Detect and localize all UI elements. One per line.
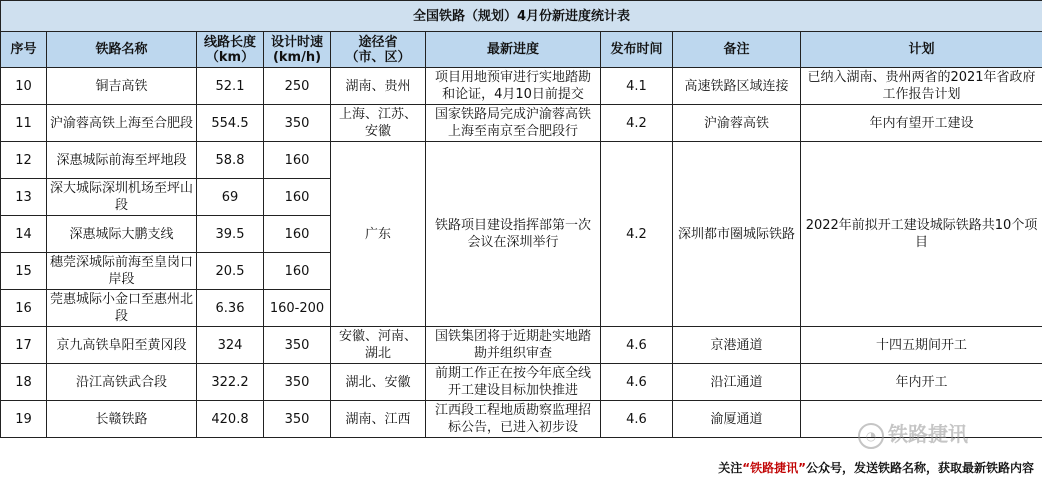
cell-remark: 沿江通道 xyxy=(673,364,801,401)
cell-length: 324 xyxy=(197,327,264,364)
cell-name: 莞惠城际小金口至惠州北段 xyxy=(47,290,197,327)
cell-no: 15 xyxy=(1,253,47,290)
cell-name: 穗莞深城际前海至皇岗口岸段 xyxy=(47,253,197,290)
footer-suffix: 公众号，发送铁路名称，获取最新铁路内容 xyxy=(805,461,1034,475)
cell-speed: 160 xyxy=(264,179,331,216)
header-speed xyxy=(264,32,331,68)
cell-plan: 年内开工 xyxy=(801,364,1042,401)
footer-note xyxy=(0,457,1042,480)
cell-length: 39.5 xyxy=(197,216,264,253)
cell-progress: 项目用地预审进行实地踏勘和论证，4月10日前提交 xyxy=(426,68,601,105)
cell-length: 322.2 xyxy=(197,364,264,401)
cell-speed: 350 xyxy=(264,327,331,364)
cell-speed: 350 xyxy=(264,105,331,142)
header-length-l1: 线路长度 xyxy=(203,34,256,50)
header-speed-l1: 设计时速 xyxy=(270,34,323,50)
header-region xyxy=(331,32,426,68)
wechat-icon: ◔ xyxy=(858,423,884,449)
header-progress: 最新进度 xyxy=(426,32,601,68)
header-speed-l2: (km/h) xyxy=(272,49,322,65)
cell-no: 10 xyxy=(1,68,47,105)
cell-progress: 国家铁路局完成沪渝蓉高铁上海至南京至合肥段行 xyxy=(426,105,601,142)
header-length xyxy=(197,32,264,68)
cell-speed: 160 xyxy=(264,253,331,290)
cell-date-merged: 4.2 xyxy=(601,142,673,327)
cell-plan: 十四五期间开工 xyxy=(801,327,1042,364)
footer-account-name: “铁路捷讯” xyxy=(742,461,806,475)
cell-speed: 350 xyxy=(264,364,331,401)
cell-progress: 国铁集团将于近期赴实地踏勘并组织审查 xyxy=(426,327,601,364)
header-date: 发布时间 xyxy=(601,32,673,68)
cell-region: 安徽、河南、湖北 xyxy=(331,327,426,364)
table-row xyxy=(1,105,1042,142)
cell-length: 69 xyxy=(197,179,264,216)
cell-name: 京九高铁阜阳至黄冈段 xyxy=(47,327,197,364)
cell-no: 18 xyxy=(1,364,47,401)
cell-plan xyxy=(801,401,1042,438)
cell-region: 湖南、贵州 xyxy=(331,68,426,105)
cell-plan: 已纳入湖南、贵州两省的2021年省政府工作报告计划 xyxy=(801,68,1042,105)
cell-date: 4.6 xyxy=(601,327,673,364)
cell-speed: 250 xyxy=(264,68,331,105)
cell-date: 4.6 xyxy=(601,364,673,401)
cell-length: 20.5 xyxy=(197,253,264,290)
cell-speed: 160-200 xyxy=(264,290,331,327)
cell-remark: 高速铁路区域连接 xyxy=(673,68,801,105)
cell-no: 14 xyxy=(1,216,47,253)
cell-length: 554.5 xyxy=(197,105,264,142)
cell-name: 铜吉高铁 xyxy=(47,68,197,105)
cell-plan: 年内有望开工建设 xyxy=(801,105,1042,142)
cell-progress: 前期工作正在按今年底全线开工建设目标加快推进 xyxy=(426,364,601,401)
cell-speed: 160 xyxy=(264,216,331,253)
cell-length: 420.8 xyxy=(197,401,264,438)
cell-progress-merged: 铁路项目建设指挥部第一次会议在深圳举行 xyxy=(426,142,601,327)
cell-name: 深惠城际前海至坪地段 xyxy=(47,142,197,179)
table-row xyxy=(1,68,1042,105)
cell-region-merged: 广东 xyxy=(331,142,426,327)
cell-no: 16 xyxy=(1,290,47,327)
cell-progress: 江西段工程地质勘察监理招标公告，已进入初步设 xyxy=(426,401,601,438)
cell-speed: 350 xyxy=(264,401,331,438)
footer-prefix: 关注 xyxy=(718,461,743,475)
cell-plan-merged: 2022年前拟开工建设城际铁路共10个项目 xyxy=(801,142,1042,327)
watermark-text: 铁路捷讯 xyxy=(888,422,968,446)
cell-name: 沪渝蓉高铁上海至合肥段 xyxy=(47,105,197,142)
cell-no: 19 xyxy=(1,401,47,438)
header-remark: 备注 xyxy=(673,32,801,68)
cell-no: 12 xyxy=(1,142,47,179)
cell-length: 52.1 xyxy=(197,68,264,105)
cell-no: 11 xyxy=(1,105,47,142)
cell-region: 湖北、安徽 xyxy=(331,364,426,401)
cell-remark: 渝厦通道 xyxy=(673,401,801,438)
cell-date: 4.6 xyxy=(601,401,673,438)
header-no: 序号 xyxy=(1,32,47,68)
table-row xyxy=(1,364,1042,401)
table-row xyxy=(1,327,1042,364)
cell-name: 深大城际深圳机场至坪山段 xyxy=(47,179,197,216)
cell-length: 6.36 xyxy=(197,290,264,327)
cell-name: 长赣铁路 xyxy=(47,401,197,438)
header-region-l1: 途径省 xyxy=(358,34,398,50)
header-length-l2: （km） xyxy=(205,49,255,65)
cell-region: 湖南、江西 xyxy=(331,401,426,438)
cell-date: 4.2 xyxy=(601,105,673,142)
cell-name: 沿江高铁武合段 xyxy=(47,364,197,401)
cell-name: 深惠城际大鹏支线 xyxy=(47,216,197,253)
cell-remark: 京港通道 xyxy=(673,327,801,364)
cell-no: 17 xyxy=(1,327,47,364)
table-row xyxy=(1,142,1042,179)
cell-date: 4.1 xyxy=(601,68,673,105)
table-row xyxy=(1,401,1042,438)
header-region-l2: （市、区） xyxy=(345,49,411,65)
cell-remark-merged: 深圳都市圈城际铁路 xyxy=(673,142,801,327)
cell-region: 上海、江苏、安徽 xyxy=(331,105,426,142)
cell-remark: 沪渝蓉高铁 xyxy=(673,105,801,142)
cell-speed: 160 xyxy=(264,142,331,179)
header-name: 铁路名称 xyxy=(47,32,197,68)
header-plan: 计划 xyxy=(801,32,1042,68)
table-title: 全国铁路（规划）4月份新进度统计表 xyxy=(1,1,1042,32)
cell-length: 58.8 xyxy=(197,142,264,179)
cell-no: 13 xyxy=(1,179,47,216)
